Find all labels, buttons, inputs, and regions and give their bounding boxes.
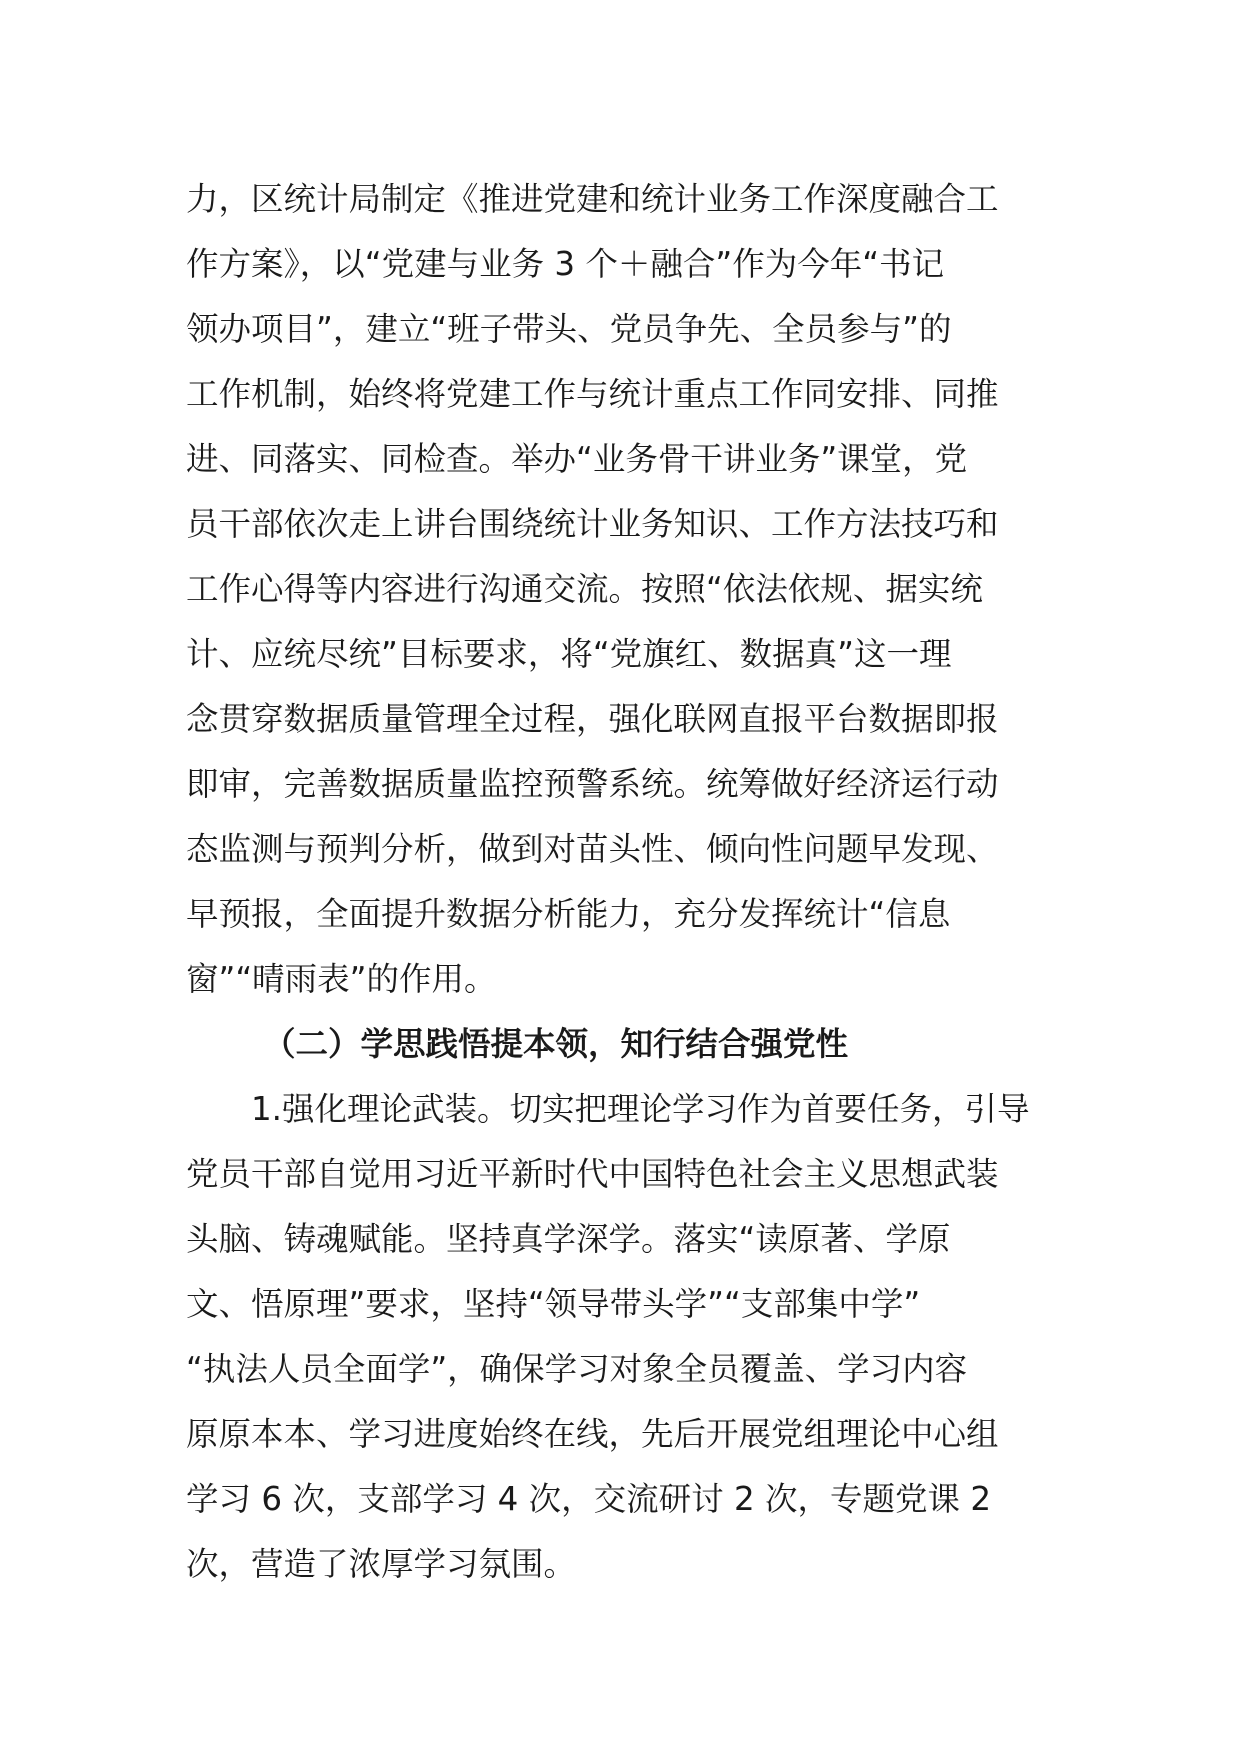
paragraph-2 [186,1077,1058,1597]
text-line: 即审，完善数据质量监控预警系统。统筹做好经济运行动 [186,765,999,803]
text-line: 次，营造了浓厚学习氛围。 [186,1545,577,1583]
text-line: 力，区统计局制定《推进党建和统计业务工作深度融合工 [186,180,999,218]
text-line: 工作心得等内容进行沟通交流。按照“依法依规、据实统 [186,570,983,608]
text-line: 态监测与预判分析，做到对苗头性、倾向性问题早发现、 [186,830,999,868]
text-line: 作方案》，以“党建与业务 3 个＋融合”作为今年“书记 [186,245,945,283]
text-line: 文、悟原理”要求，坚持“领导带头学”“支部集中学” [186,1285,921,1323]
text-line: 头脑、铸魂赋能。坚持真学深学。落实“读原著、学原 [186,1220,951,1258]
text-line: 窗”“晴雨表”的作用。 [186,960,497,998]
text-line: “执法人员全面学”，确保学习对象全员覆盖、学习内容 [186,1350,968,1388]
text-line: 党员干部自觉用习近平新时代中国特色社会主义思想武装 [186,1155,999,1193]
text-line: 计、应统尽统”目标要求，将“党旗红、数据真”这一理 [186,635,952,673]
text-line: 领办项目”，建立“班子带头、党员争先、全员参与”的 [186,310,952,348]
paragraph-1 [186,167,1058,1012]
text-line: 原原本本、学习进度始终在线，先后开展党组理论中心组 [186,1415,999,1453]
text-line: 员干部依次走上讲台围绕统计业务知识、工作方法技巧和 [186,505,999,543]
text-line: 进、同落实、同检查。举办“业务骨干讲业务”课堂，党 [186,440,968,478]
text-line: 1.强化理论武装。切实把理论学习作为首要任务，引导 [251,1090,1030,1128]
text-line: 念贯穿数据质量管理全过程，强化联网直报平台数据即报 [186,700,999,738]
text-line: 早预报，全面提升数据分析能力，充分发挥统计“信息 [186,895,951,933]
document-body [186,167,1058,1597]
section-heading: （二）学思践悟提本领，知行结合强党性 [263,1025,849,1063]
text-line: 工作机制，始终将党建工作与统计重点工作同安排、同推 [186,375,999,413]
text-line: 学习 6 次，支部学习 4 次，交流研讨 2 次，专题党课 2 [186,1480,992,1518]
